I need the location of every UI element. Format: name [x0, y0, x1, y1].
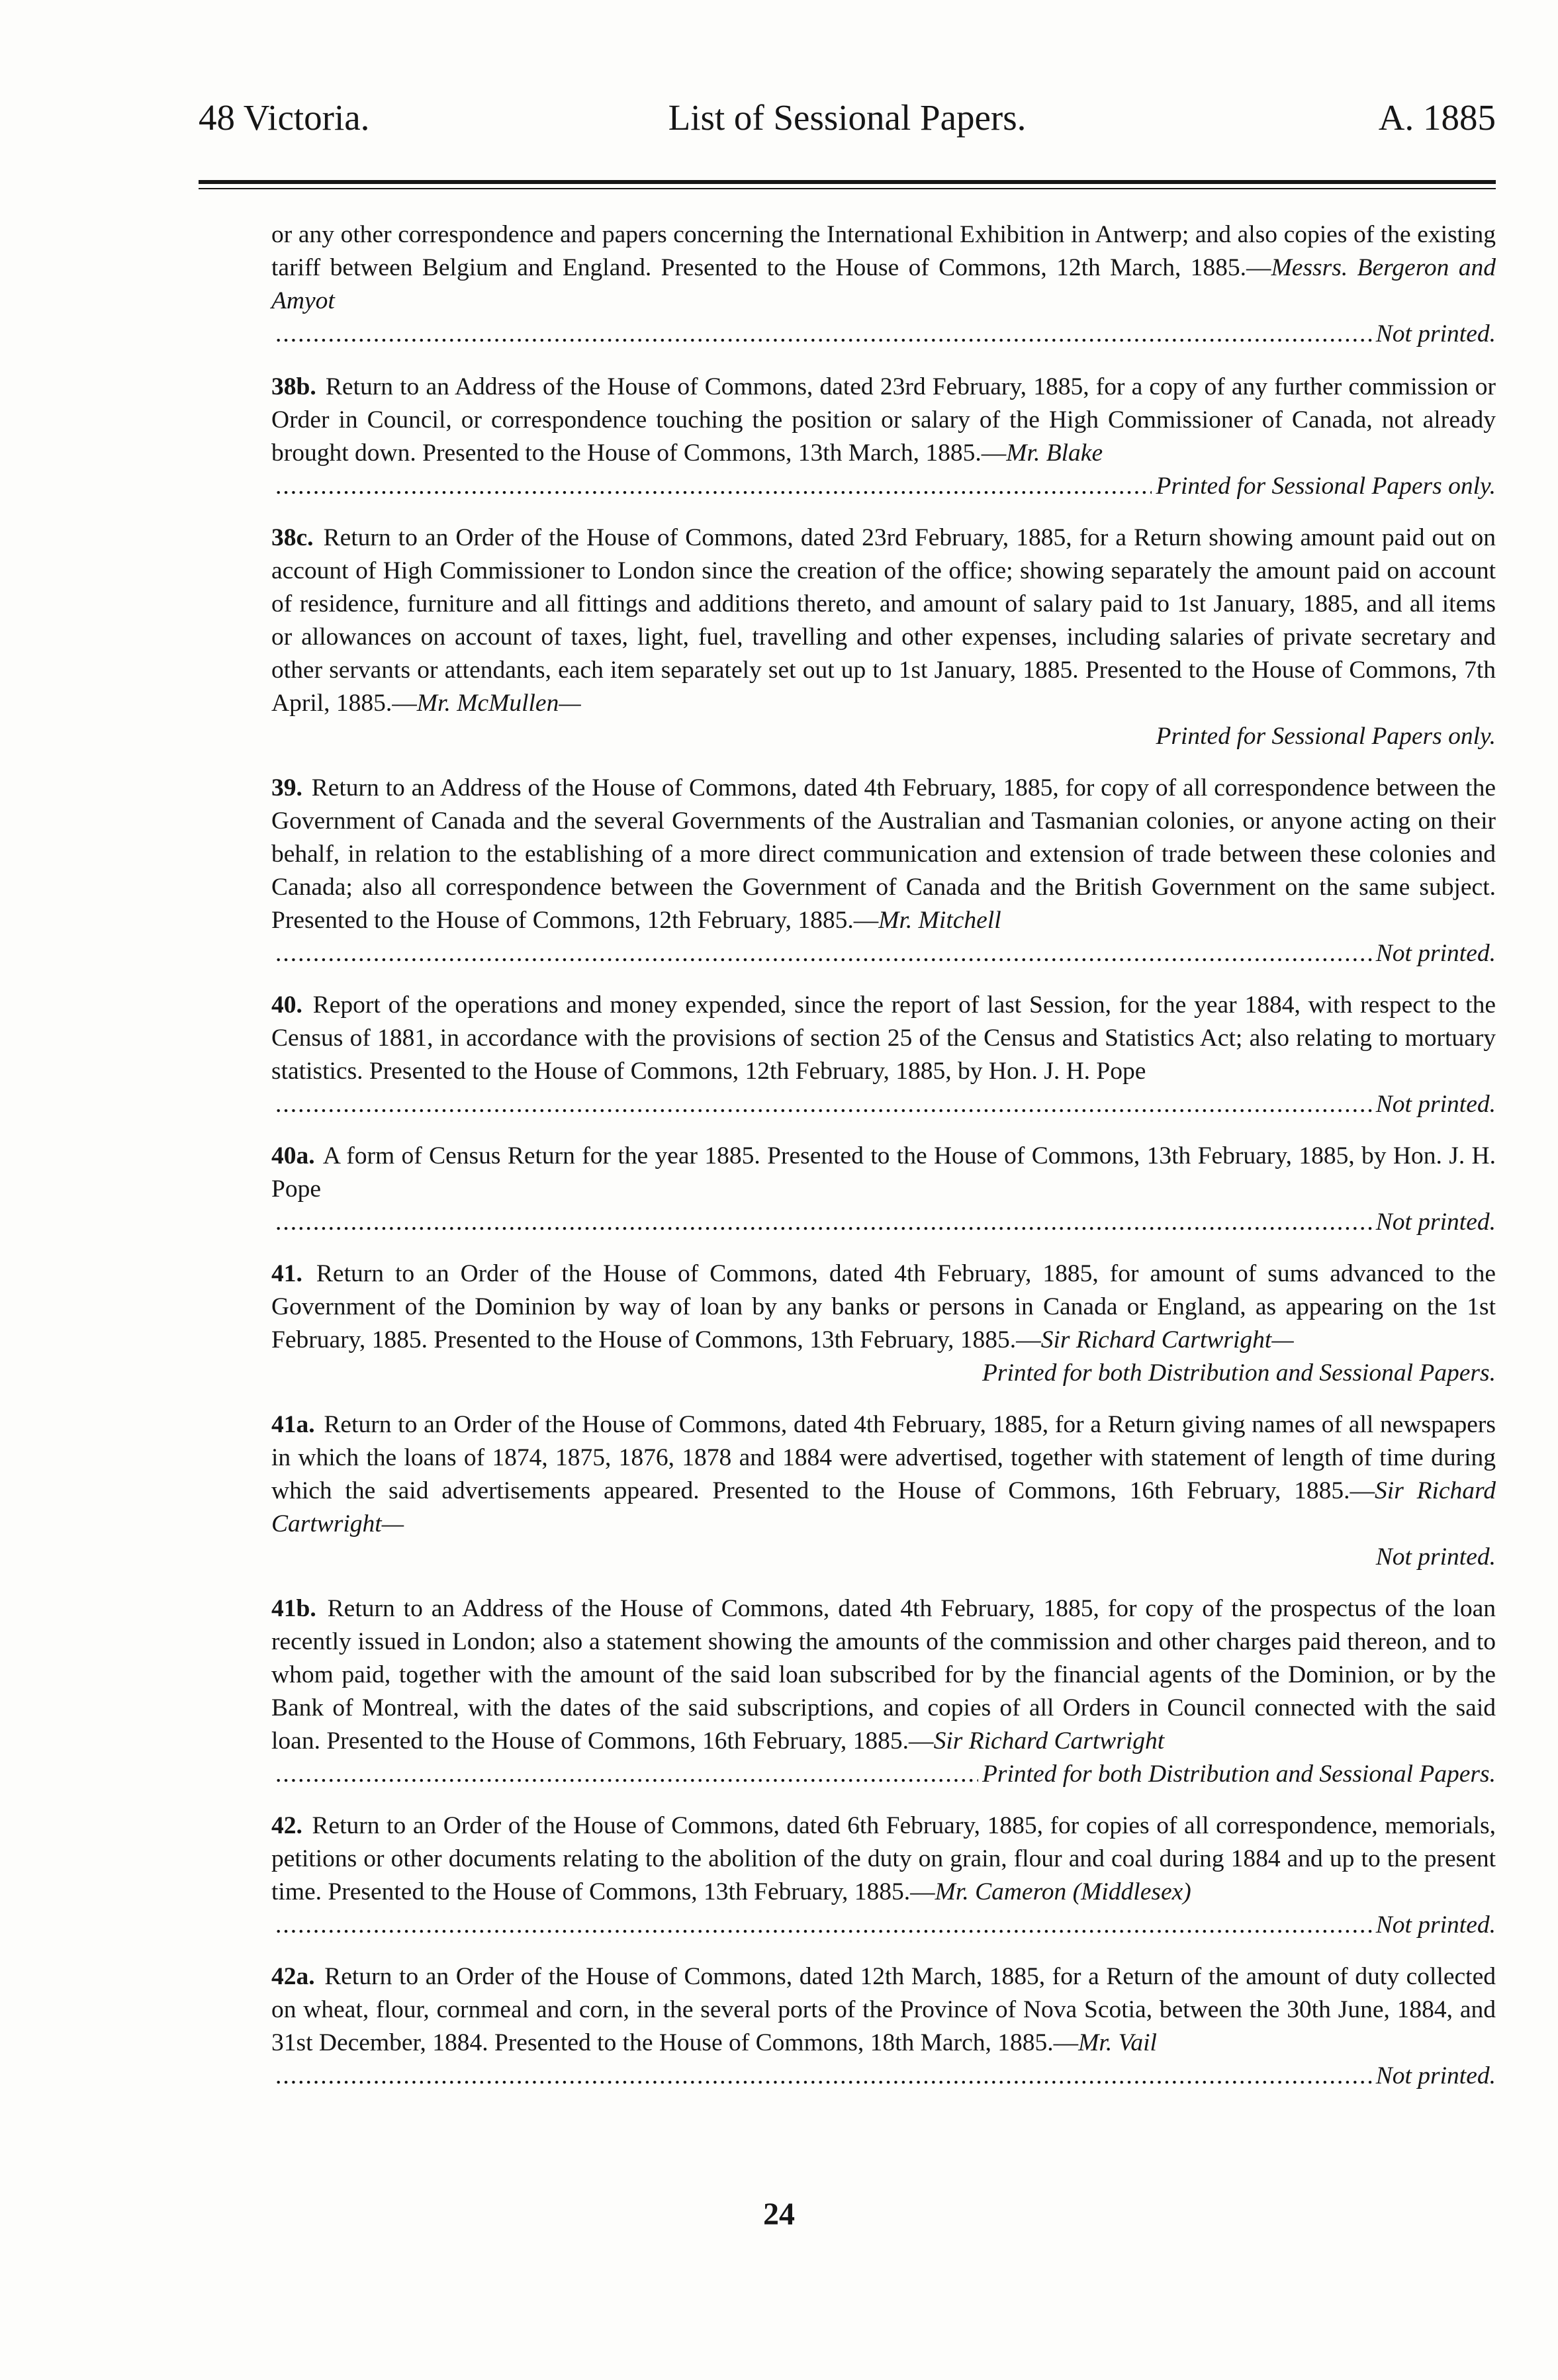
- header-session: 48 Victoria.: [199, 97, 370, 138]
- entry-number: 41.: [271, 1260, 302, 1287]
- entry-status-line: [271, 1206, 1496, 1239]
- sessional-paper-entry: [271, 1408, 1496, 1574]
- entry-status: Not printed.: [1375, 1543, 1496, 1571]
- leader-dots: [275, 470, 1152, 503]
- entry-number: 40a.: [271, 1142, 315, 1169]
- sessional-paper-entry: [271, 371, 1496, 503]
- page-number: 24: [763, 2197, 795, 2232]
- entry-status-line: [271, 937, 1496, 970]
- entry-status: Printed for Sessional Papers only.: [1156, 723, 1496, 750]
- entry-name: Sir Richard Cartwright: [933, 1727, 1165, 1755]
- entry-number: 42.: [271, 1812, 302, 1839]
- entry-text: Return to an Order of the House of Commons, dated 12th March, 1885, for a Return of the amount of duty collected on wheat, flour, cornmeal and corn, in the several ports of the Province of Nova Scotia, between the 30th June, 1884, and 31st December, 1884. Presented to the House of Commons, 18th March, 1885.—: [271, 1963, 1496, 2056]
- entry-name: Mr. Mitchell: [878, 907, 1001, 934]
- entry-number: 40.: [271, 991, 302, 1019]
- leader-dots: [275, 937, 1372, 970]
- entry-status: Not printed.: [1375, 1911, 1496, 1939]
- header-rule-thin: [199, 188, 1496, 189]
- sessional-paper-entry: [271, 1592, 1496, 1791]
- entry-name: Mr. Cameron (Middlesex): [935, 1878, 1191, 1905]
- leader-dots: [275, 318, 1372, 351]
- entry-status: Not printed.: [1375, 2062, 1496, 2089]
- entry-status: Not printed.: [1375, 1091, 1496, 1118]
- entry-text: Return to an Order of the House of Commons, dated 4th February, 1885, for a Return giving names of all newspapers in which the loans of 1874, 1875, 1876, 1878 and 1884 were advertised, together with statement of length of time during which the said advertisements appeared. Presented to the House of Commons, 16th February, 1885.—: [271, 1411, 1496, 1504]
- leader-dots: [275, 1758, 978, 1791]
- entry-status: Not printed.: [1375, 1209, 1496, 1236]
- entry-name: Messrs. Bergeron and Amyot: [271, 254, 1496, 314]
- entry-text: Return to an Order of the House of Commons, dated 4th February, 1885, for amount of sums advanced to the Government of the Dominion by way of loan by any banks or persons in Canada or England, as appearing on the 1st February, 1885. Presented to the House of Commons, 13th February, 1885.—: [271, 1260, 1496, 1353]
- entry-status-line: [271, 1088, 1496, 1121]
- sessional-paper-entry: [271, 522, 1496, 753]
- entry-name: Mr. McMullen—: [416, 690, 581, 717]
- entry-status: Printed for both Distribution and Sessional Papers.: [982, 1359, 1496, 1387]
- entry-number: 41a.: [271, 1411, 315, 1438]
- sessional-paper-entry: [271, 1140, 1496, 1239]
- leader-dots: [275, 2060, 1372, 2093]
- entry-text: Return to an Address of the House of Commons, dated 4th February, 1885, for copy of all correspondence between the Government of Canada and the several Governments of the Australian and Tasmanian colonies, or anyone acting on their behalf, in relation to the establishing of a more direct communication and extension of trade between these colonies and Canada; also all correspondence between the Government of Canada and the British Government on the same subject. Presented to the House of Commons, 12th February, 1885.—: [271, 774, 1496, 934]
- entry-text: Return to an Order of the House of Commons, dated 23rd February, 1885, for a Return showing amount paid out on account of High Commissioner to London since the creation of the office; showing separately the amount paid on account of residence, furniture and all fittings and additions thereto, and amount of salary paid to 1st January, 1885, and all items or allowances on account of taxes, light, fuel, travelling and other expenses, including salaries of private secretary and other servants or attendants, each item separately set out up to 1st January, 1885. Presented to the House of Commons, 7th April, 1885.—: [271, 524, 1496, 717]
- entry-name: Mr. Vail: [1078, 2029, 1157, 2056]
- entry-status-line: [271, 318, 1496, 351]
- entry-number: 42a.: [271, 1963, 315, 1990]
- entry-status-line: [271, 1909, 1496, 1942]
- page-header: [199, 97, 1496, 150]
- entry-status: Printed for both Distribution and Sessional Papers.: [982, 1761, 1496, 1788]
- entry-text: A form of Census Return for the year 1885. Presented to the House of Commons, 13th February, 1885, by Hon. J. H. Pope: [271, 1142, 1496, 1203]
- header-title: List of Sessional Papers.: [668, 97, 1027, 138]
- entry-number: 39.: [271, 774, 302, 801]
- entry-number: 38c.: [271, 524, 314, 551]
- leader-dots: [275, 1206, 1372, 1239]
- sessional-paper-entry: [271, 1960, 1496, 2093]
- entry-text: Return to an Address of the House of Commons, dated 4th February, 1885, for copy of the prospectus of the loan recently issued in London; also a statement showing the amounts of the commission and other charges paid thereon, and to whom paid, together with the amount of the said loan subscribed for by the financial agents of the Dominion, or by the Bank of Montreal, with the dates of the said subscriptions, and copies of all Orders in Council connected with the said loan. Presented to the House of Commons, 16th February, 1885.—: [271, 1595, 1496, 1755]
- entry-status: Printed for Sessional Papers only.: [1156, 473, 1496, 500]
- header-year: A. 1885: [1378, 97, 1496, 138]
- entry-text: Return to an Order of the House of Commons, dated 6th February, 1885, for copies of all correspondence, memorials, petitions or other documents relating to the abolition of the duty on grain, flour and coal during 1884 and up to the present time. Presented to the House of Commons, 13th February, 1885.—: [271, 1812, 1496, 1905]
- sessional-paper-entry: [271, 1809, 1496, 1942]
- entry-name: Sir Richard Cartwright—: [1040, 1326, 1294, 1353]
- entry-text: Report of the operations and money expended, since the report of last Session, for the year 1884, with respect to the Census of 1881, in accordance with the provisions of section 25 of the Census and Statistics Act; also relating to mortuary statistics. Presented to the House of Commons, 12th February, 1885, by Hon. J. H. Pope: [271, 991, 1496, 1085]
- sessional-paper-entry: [271, 1258, 1496, 1390]
- leader-dots: [275, 1909, 1372, 1942]
- header-rule-thick: [199, 180, 1496, 184]
- sessional-paper-entry: [271, 989, 1496, 1121]
- leader-dots: [275, 1088, 1372, 1121]
- entry-name: Mr. Blake: [1006, 439, 1103, 467]
- entry-number: 41b.: [271, 1595, 316, 1622]
- entry-status-line: [271, 470, 1496, 503]
- entry-text: Return to an Address of the House of Commons, dated 23rd February, 1885, for a copy of any further commission or Order in Council, or correspondence touching the position or salary of the High Commissioner of Canada, not already brought down. Presented to the House of Commons, 13th March, 1885.—: [271, 373, 1496, 467]
- sessional-paper-entry: [271, 772, 1496, 970]
- entry-name: Sir Richard Cartwright—: [271, 1477, 1496, 1537]
- entry-status: Not printed.: [1375, 940, 1496, 967]
- entry-number: 38b.: [271, 373, 316, 400]
- entry-status-line: [271, 1758, 1496, 1791]
- entries-list: [271, 218, 1496, 2111]
- entry-status-line: [271, 2060, 1496, 2093]
- entry-status: Not printed.: [1375, 320, 1496, 347]
- entry-text: or any other correspondence and papers concerning the International Exhibition in Antwerp; and also copies of the existing tariff between Belgium and England. Presented to the House of Commons, 12th March, 1885.—: [271, 221, 1496, 281]
- continued-entry: [271, 218, 1496, 351]
